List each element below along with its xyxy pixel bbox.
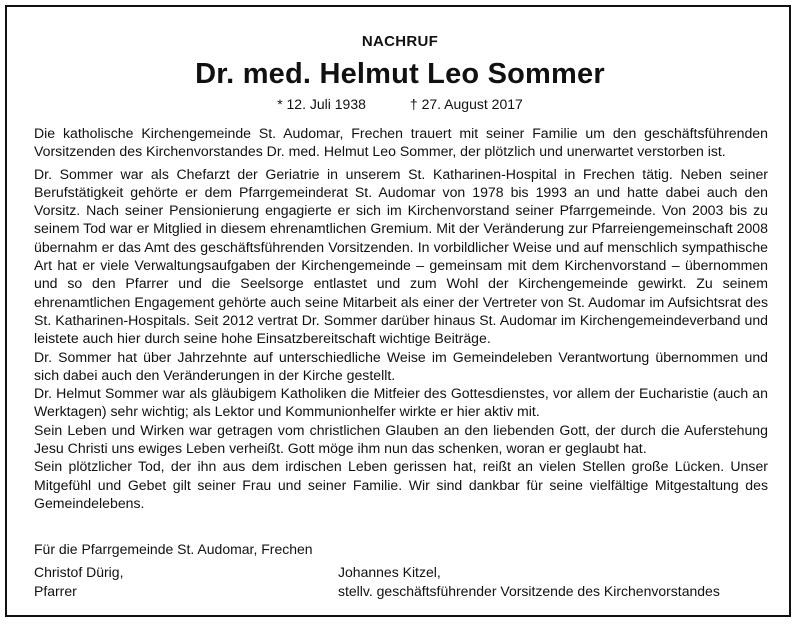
signer-right-role: stellv. geschäftsführender Vorsitzende des Kirchenvorstandes (338, 582, 720, 599)
life-dates (0, 96, 800, 112)
notice-heading: NACHRUF (361, 33, 439, 50)
paragraph: Dr. Helmut Sommer war als gläubigem Katholiken die Mitfeier des Gottesdienstes, vor allem der Eucharistie (auch an Werktagen) sehr wichtig; als Lektor und Kommunionhelfer wirkte er hier aktiv mit. (34, 385, 768, 420)
paragraph: Sein plötzlicher Tod, der ihn aus dem irdischen Leben gerissen hat, reißt an vielen Stellen große Lücken. Unser Mitgefühl und Gebet gilt seiner Frau und seiner Familie. Wir sind dankbar für seine vielfältige Mitgestaltung des Gemeindelebens. (34, 458, 768, 511)
signer-right-name: Johannes Kitzel, (338, 564, 441, 580)
paragraph: Die katholische Kirchengemeinde St. Audomar, Frechen trauert mit seiner Familie um den geschäftsführenden Vorsitzenden des Kirchenvorstandes Dr. med. Helmut Leo Sommer, der plötzlich und unerwartet verstorben ist. (34, 125, 768, 160)
paragraph: Sein Leben und Wirken war getragen vom christlichen Glauben an den liebenden Gott, der durch die Auferstehung Jesu Christi uns ewiges Leben verheißt. Gott möge ihm nun das schenken, woran er geglaubt hat. (34, 421, 768, 457)
paragraph: Dr. Sommer hat über Jahrzehnte auf unterschiedliche Weise im Gemeindeleben Verantwortung übernommen und sich dabei auch den Veränderungen in der Kirche gestellt. (34, 348, 768, 383)
signer-left-name: Christof Dürig, (34, 564, 124, 580)
death-date: † 27. August 2017 (409, 96, 523, 112)
signoff-line: Für die Pfarrgemeinde St. Audomar, Frechen (34, 541, 313, 557)
signer-left-role: Pfarrer (34, 582, 77, 599)
signer-right (338, 563, 720, 600)
obituary-text (34, 124, 768, 512)
paragraph: Dr. Sommer war als Chefarzt der Geriatrie in unserem St. Katharinen-Hospital in Frechen tätig. Neben seiner Berufstätigkeit gehörte er dem Pfarrgemeinderat St. Audomar von 1978 bis 1993 an und hatte dabei auch den Vorsitz. Nach seiner Pensionierung engagierte er sich im Kirchenvorstand seiner Pfarrgemeinde. Von 2003 bis zu seinem Tod war er Mitglied in diesem ehrenamtlichen Gremium. Mit der Veränderung zur Pfarreiengemeinschaft 2008 übernahm er das Amt des geschäftsführenden Vorsitzenden. In vorbildlicher Weise und auf menschlich sympathische Art hat er viele Verwaltungsaufgaben der Kirchengemeinde – gemeinsam mit dem Kirchenvorstand – übernommen und so den Pfarrer und die Seelsorge entlastet und zum Wohl der Kirchengemeinde gewirkt. Zu seinem ehrenamtlichen Engagement gehörte auch seine Mitarbeit als einer der Vertreter von St. Audomar im Aufsichtsrat des St. Katharinen-Hospitals. Seit 2012 vertrat Dr. Sommer darüber hinaus St. Audomar im Kirchengemeindeverband und leistete auch hier durch seine hohe Einsatzbereitschaft wichtige Beiträge. (34, 165, 768, 347)
deceased-name: Dr. med. Helmut Leo Sommer (195, 58, 605, 90)
signer-left (34, 563, 123, 600)
birth-date: * 12. Juli 1938 (277, 96, 366, 112)
